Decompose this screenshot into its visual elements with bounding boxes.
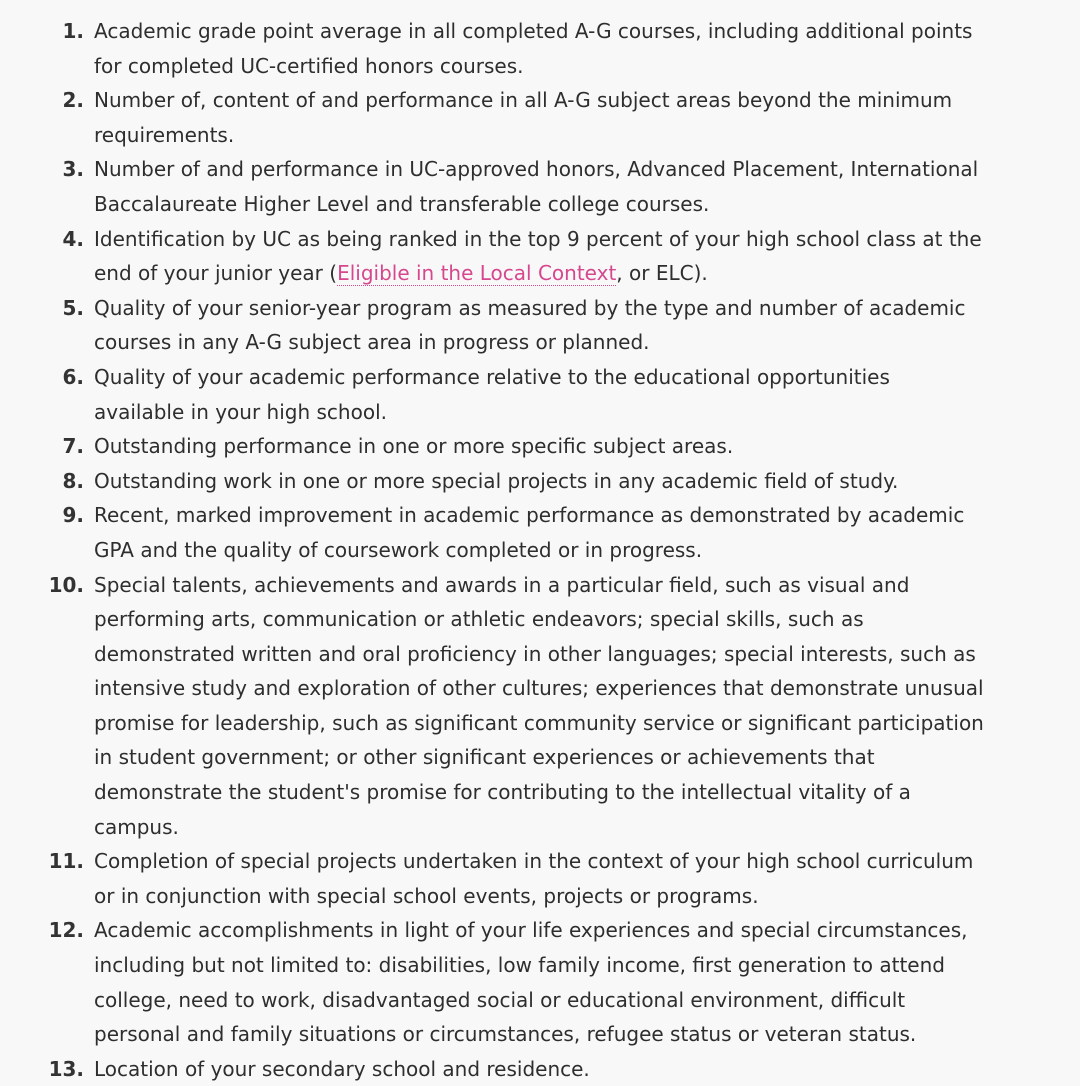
item-number: 12.: [48, 918, 84, 943]
list-item: [0, 360, 1080, 429]
item-number: 5.: [62, 295, 84, 320]
item-text: Number of and performance in UC-approved honors, Advanced Placement, International Baccalaureate Higher Level and transferable college courses.: [94, 157, 979, 216]
item-text: [94, 222, 984, 291]
list-item: [0, 222, 1080, 291]
item-text: Quality of your academic performance relative to the educational opportunities available in your high school.: [94, 364, 890, 424]
item-text: Special talents, achievements and awards in a particular field, such as visual and performing arts, communication or athletic endeavors; special skills, such as demonstrated written and oral proficiency in other languages; special interests, such as intensive study and exploration of other cultures; experiences that demonstrate unusual promise for leadership, such as significant community service or significant participation in student government; or other significant experiences or achievements that demonstrate the student's promise for contributing to the intellectual vitality of a campus.: [94, 572, 984, 839]
elc-link[interactable]: Eligible in the Local Context: [337, 261, 617, 286]
list-item: [0, 464, 1080, 499]
item-text-after-link: , or ELC).: [616, 261, 708, 286]
list-item: [0, 14, 1080, 83]
item-text: Location of your secondary school and residence.: [94, 1056, 590, 1081]
item-text: Academic accomplishments in light of your life experiences and special circumstances, including but not limited to: disabilities, low family income, first generation to attend college, need to work, disadvantaged social or educational environment, difficult personal and family situations or circumstances, refugee status or veteran status.: [94, 918, 968, 1047]
item-text: Outstanding performance in one or more specific subject areas.: [94, 434, 734, 459]
list-item: [0, 844, 1080, 913]
list-item: [0, 498, 1080, 567]
item-text: Quality of your senior-year program as measured by the type and number of academic courses in any A-G subject area in progress or planned.: [94, 295, 966, 355]
item-number: 7.: [62, 434, 84, 459]
list-item: [0, 291, 1080, 360]
list-item: [0, 152, 1080, 221]
list-item: [0, 83, 1080, 152]
list-item: [0, 1052, 1080, 1086]
item-number: 3.: [62, 157, 84, 182]
item-text: Recent, marked improvement in academic performance as demonstrated by academic GPA and the quality of coursework completed or in progress.: [94, 503, 965, 562]
list-item: [0, 429, 1080, 464]
item-number: 4.: [62, 226, 84, 251]
item-number: 13.: [48, 1056, 84, 1081]
item-text: Completion of special projects undertaken in the context of your high school curriculum or in conjunction with special school events, projects or programs.: [94, 849, 974, 908]
list-item: [0, 568, 1080, 845]
item-number: 10.: [48, 572, 84, 597]
item-number: 11.: [48, 849, 84, 874]
item-number: 8.: [62, 468, 84, 493]
item-text: Outstanding work in one or more special projects in any academic field of study.: [94, 468, 899, 493]
item-number: 2.: [62, 88, 84, 113]
item-number: 9.: [62, 503, 84, 528]
item-number: 6.: [62, 364, 84, 389]
item-text-before-link: Identification by UC as being ranked in the top 9 percent of your high school class at the end of your junior year (: [94, 226, 982, 286]
item-text: Number of, content of and performance in all A-G subject areas beyond the minimum requirements.: [94, 88, 953, 147]
item-text: Academic grade point average in all completed A-G courses, including additional points for completed UC-certified honors courses.: [94, 19, 973, 78]
list-item: [0, 913, 1080, 1051]
item-number: 1.: [62, 19, 84, 43]
